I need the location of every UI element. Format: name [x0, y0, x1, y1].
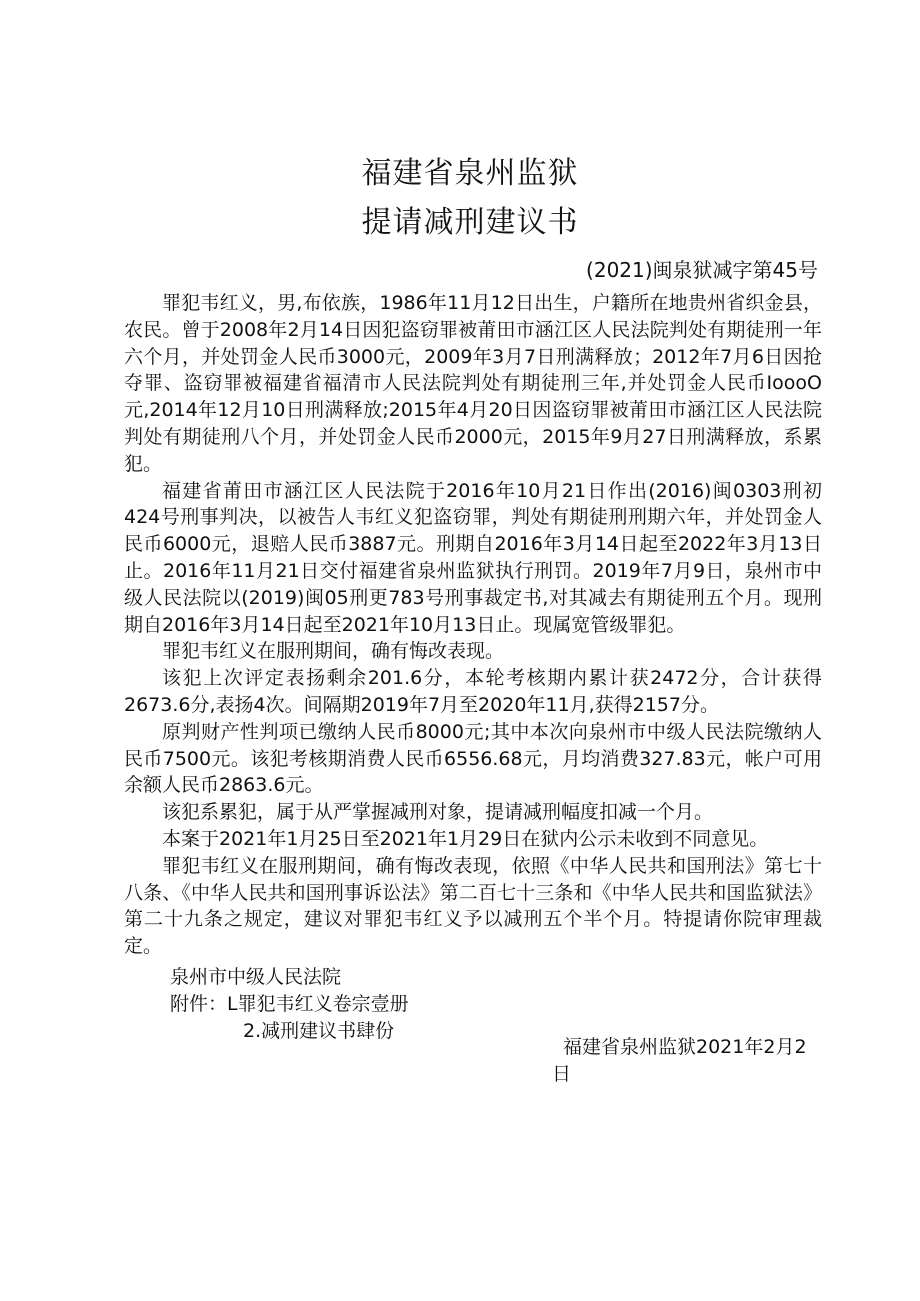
paragraph-repentance: 罪犯韦红义在服刑期间，确有悔改表现。 — [162, 640, 505, 663]
recipient-court: 泉州市中级人民法院 — [170, 966, 342, 988]
paragraph-publicity: 本案于2021年1月25日至2021年1月29日在狱内公示未收到不同意见。 — [162, 827, 769, 850]
document-title-type: 提请减刑建议书 — [361, 205, 579, 240]
paragraph-recommendation: 罪犯韦红义在服刑期间，确有悔改表现，依照《中华人民共和国刑法》第七十八条、《中华人民共和国刑事诉讼法》第二百七十三条和《中华人民共和国监狱法》第二十九条之规定，建议对罪犯韦红义予以减刑五个半个月。特提请你院审理裁定。 — [124, 854, 822, 958]
signature-date: 福建省泉州监狱2021年2月2日 — [552, 1036, 807, 1085]
document-number: (2021)闽泉狱减字第45号 — [586, 258, 818, 282]
attachment-item-2: 2.减刑建议书肆份 — [243, 1020, 395, 1042]
attachment-item-1: 附件：L罪犯韦红义卷宗壹册 — [170, 993, 409, 1015]
document-body — [124, 290, 822, 960]
paragraph-recidivist: 该犯系累犯，属于从严掌握减刑对象，提请减刑幅度扣减一个月。 — [162, 801, 714, 824]
closing-block — [170, 964, 409, 1045]
paragraph-property-payment: 原判财产性判项已缴纳人民币8000元;其中本次向泉州市中级人民法院缴纳人民币7500元。该犯考核期消费人民币6556.68元，月均消费327.83元，帐户可用余额人民币2863.6元。 — [124, 720, 822, 797]
paragraph-criminal-record: 罪犯韦红义，男,布依族，1986年11月12日出生，户籍所在地贵州省织金县，农民。曾于2008年2月14日因犯盗窃罪被莆田市涵江区人民法院判处有期徒刑一年六个月，并处罚金人民币3000元，2009年3月7日刑满释放；2012年7月6日因抢夺罪、盗窃罪被福建省福清市人民法院判处有期徒刑三年,并处罚金人民币IoooO元,2014年12月10日刑满释放;2015年4月20日因盗窃罪被莆田市涵江区人民法院判处有期徒刑八个月，并处罚金人民币2000元，2015年9月27日刑满释放，系累犯。 — [124, 292, 822, 475]
paragraph-judgment: 福建省莆田市涵江区人民法院于2016年10月21日作出(2016)闽0303刑初424号刑事判决，以被告人韦红义犯盗窃罪，判处有期徒刑刑期六年，并处罚金人民币6000元，退赔人民币3887元。刑期自2016年3月14日起至2022年3月13日止。2016年11月21日交付福建省泉州监狱执行刑罚。2019年7月9日，泉州市中级人民法院以(2019)闽05刑更783号刑事裁定书,对其减去有期徒刑五个月。现刑期自2016年3月14日起至2021年10月13日止。现属宽管级罪犯。 — [124, 479, 822, 636]
document-title-institution: 福建省泉州监狱 — [361, 156, 579, 191]
paragraph-assessment-points: 该犯上次评定表扬剩余201.6分，本轮考核期内累计获2472分，合计获得2673.6分,表扬4次。间隔期2019年7月至2020年11月,获得2157分。 — [124, 667, 822, 716]
